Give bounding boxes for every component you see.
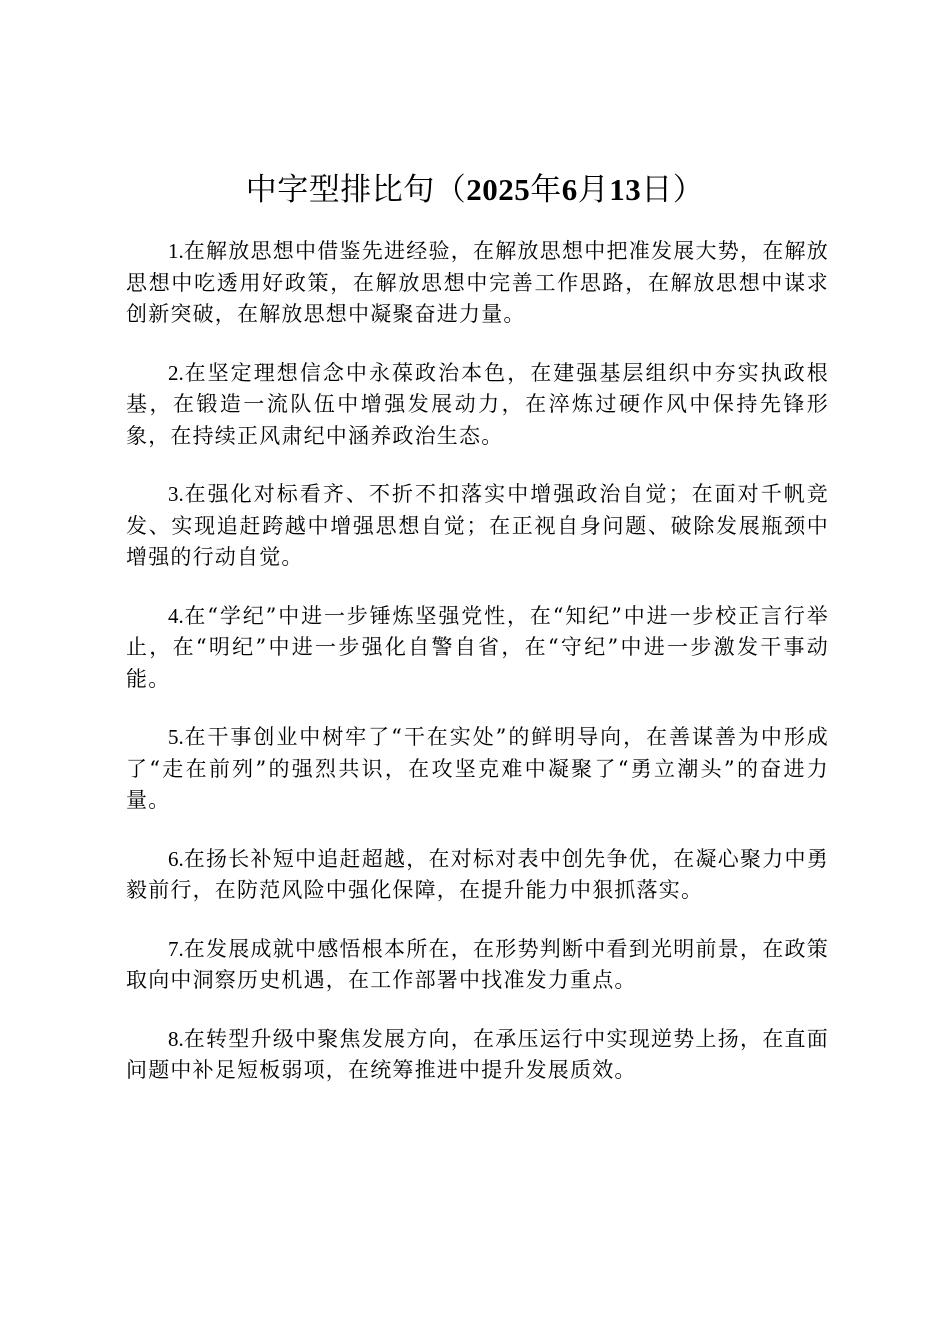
paragraph-text: 在扬长补短中追赶超越，在对标对表中创先争优，在凝心聚力中勇毅前行，在防范风险中强化保障，在提升能力中狠抓落实。 [126,846,829,902]
paragraph-text: 在解放思想中借鉴先进经验，在解放思想中把准发展大势，在解放思想中吃透用好政策，在解放思想中完善工作思路，在解放思想中谋求创新突破，在解放思想中凝聚奋进力量。 [126,239,829,326]
paragraph-2 [126,358,829,453]
paragraph-6 [126,844,829,907]
paragraph-5 [126,722,829,817]
title-prefix: 中字型排比句（ [245,172,467,208]
title-year: 2025 [466,172,531,207]
paragraph-text: 在强化对标看齐、不折不扣落实中增强政治自觉；在面对千帆竞发、实现追赶跨越中增强思想自觉；在正视自身问题、破除发展瓶颈中增强的行动自觉。 [126,482,829,569]
paragraph-number: 1. [168,239,184,263]
document-title [0,168,950,212]
paragraph-text: 在转型升级中聚焦发展方向，在承压运行中实现逆势上扬，在直面问题中补足短板弱项，在统筹推进中提升发展质效。 [126,1026,829,1082]
title-month: 6 [561,172,578,207]
title-day: 13 [609,172,642,207]
document-body [126,236,829,1114]
paragraph-4 [126,601,829,696]
title-yue: 月 [577,172,610,208]
paragraph-7 [126,934,829,997]
paragraph-number: 7. [168,936,184,961]
paragraph-1 [126,236,829,331]
paragraph-text: 在“学纪”中进一步锤炼坚强党性，在“知纪”中进一步校正言行举止，在“明纪”中进一步强化自警自省，在“守纪”中进一步激发干事动能。 [126,603,829,691]
paragraph-number: 2. [168,360,184,385]
title-nian: 年 [530,172,562,208]
paragraph-8 [126,1024,829,1087]
paragraph-number: 4. [168,603,184,628]
paragraph-number: 3. [168,482,184,506]
paragraph-text: 在坚定理想信念中永葆政治本色，在建强基层组织中夯实执政根基，在锻造一流队伍中增强发展动力，在淬炼过硬作风中保持先锋形象，在持续正风肃纪中涵养政治生态。 [126,360,829,448]
paragraph-3 [126,479,829,574]
paragraph-number: 8. [168,1026,184,1051]
paragraph-number: 6. [168,846,184,871]
paragraph-text: 在干事创业中树牢了“干在实处”的鲜明导向，在善谋善为中形成了“走在前列”的强烈共识，在攻坚克难中凝聚了“勇立潮头”的奋进力量。 [126,725,829,812]
paragraph-text: 在发展成就中感悟根本所在，在形势判断中看到光明前景，在政策取向中洞察历史机遇，在工作部署中找准发力重点。 [126,936,829,992]
title-ri: 日） [641,172,705,208]
paragraph-number: 5. [168,725,184,749]
